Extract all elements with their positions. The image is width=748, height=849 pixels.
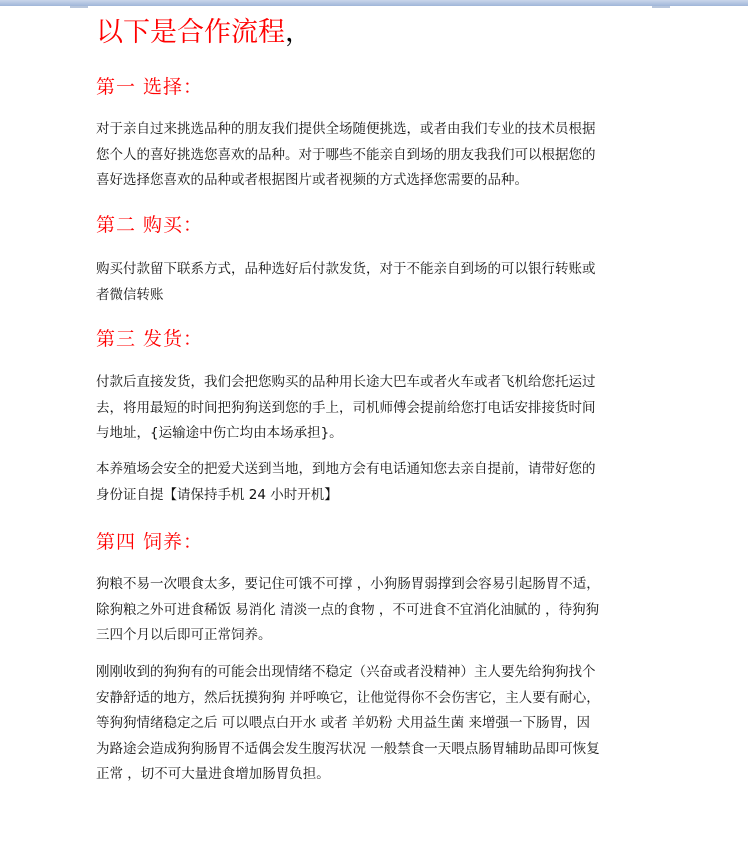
text-line: 喜好选择您喜欢的品种或者根据图片或者视频的方式选择您需要的品种。	[96, 172, 528, 189]
section-heading-select: 第一 选择：	[96, 76, 204, 98]
text-line: 狗粮不易一次喂食太多，要记住可饿不可撑 ，小狗肠胃弱撑到会容易引起肠胃不适，	[96, 576, 600, 592]
paragraph	[96, 257, 676, 308]
text-line: 身份证自提【请保持手机 24 小时开机】	[96, 486, 338, 503]
section-heading-purchase: 第二 购买：	[96, 214, 204, 236]
text-line: 为路途会造成狗狗肠胃不适偶会发生腹泻状况 一般禁食一天喂点肠胃辅助品即可恢复	[96, 740, 600, 757]
window-top-bar	[0, 0, 748, 6]
paragraph	[96, 117, 676, 194]
text-line: 付款后直接发货，我们会把您购买的品种用长途大巴车或者火车或者飞机给您托运过	[96, 374, 596, 390]
title-text: 以下是合作流程	[96, 17, 285, 48]
text-line: 等狗狗情绪稳定之后 可以喂点白开水 或者 羊奶粉 犬用益生菌 来增强一下肠胃，因	[96, 715, 590, 732]
text-line: 安静舒适的地方，然后抚摸狗狗 并呼唤它，让他觉得你不会伤害它，主人要有耐心，	[96, 689, 600, 706]
text-line: 三四个月以后即可正常饲养。	[96, 627, 272, 644]
title-comma: ，	[285, 17, 312, 48]
section-heading-shipping: 第三 发货：	[96, 328, 204, 350]
text-line: 对于亲自过来挑选品种的朋友我们提供全场随便挑选，或者由我们专业的技术员根据	[96, 121, 596, 137]
text-line: 去，将用最短的时间把狗狗送到您的手上，司机师傅会提前给您打电话安排接货时间	[96, 399, 596, 416]
text-line: 除狗粮之外可进食稀饭 易消化 清淡一点的食物 ，不可进食不宜消化油腻的 ，待狗狗	[96, 601, 600, 618]
text-line: 本养殖场会安全的把爱犬送到当地，到地方会有电话通知您去亲自提前，请带好您的	[96, 461, 596, 477]
paragraph	[96, 572, 676, 649]
paragraph	[96, 370, 676, 447]
text-line: 正常 ，切不可大量进食增加肠胃负担。	[96, 766, 330, 783]
text-line: 与地址，{运输途中伤亡均由本场承担}。	[96, 425, 343, 442]
page-corner-mark-left	[70, 6, 88, 8]
text-line: 刚刚收到的狗狗有的可能会出现情绪不稳定（兴奋或者没精神）主人要先给狗狗找个	[96, 664, 596, 680]
text-line: 者微信转账	[96, 286, 164, 303]
paragraph	[96, 457, 676, 508]
text-line: 您个人的喜好挑选您喜欢的品种。对于哪些不能亲自到场的朋友我我们可以根据您的	[96, 146, 596, 163]
paragraph	[96, 660, 676, 788]
section-heading-feeding: 第四 饲养：	[96, 531, 204, 553]
page-corner-mark-right	[652, 6, 670, 8]
text-line: 购买付款留下联系方式，品种选好后付款发货，对于不能亲自到场的可以银行转账或	[96, 261, 596, 277]
document-title	[96, 16, 676, 50]
